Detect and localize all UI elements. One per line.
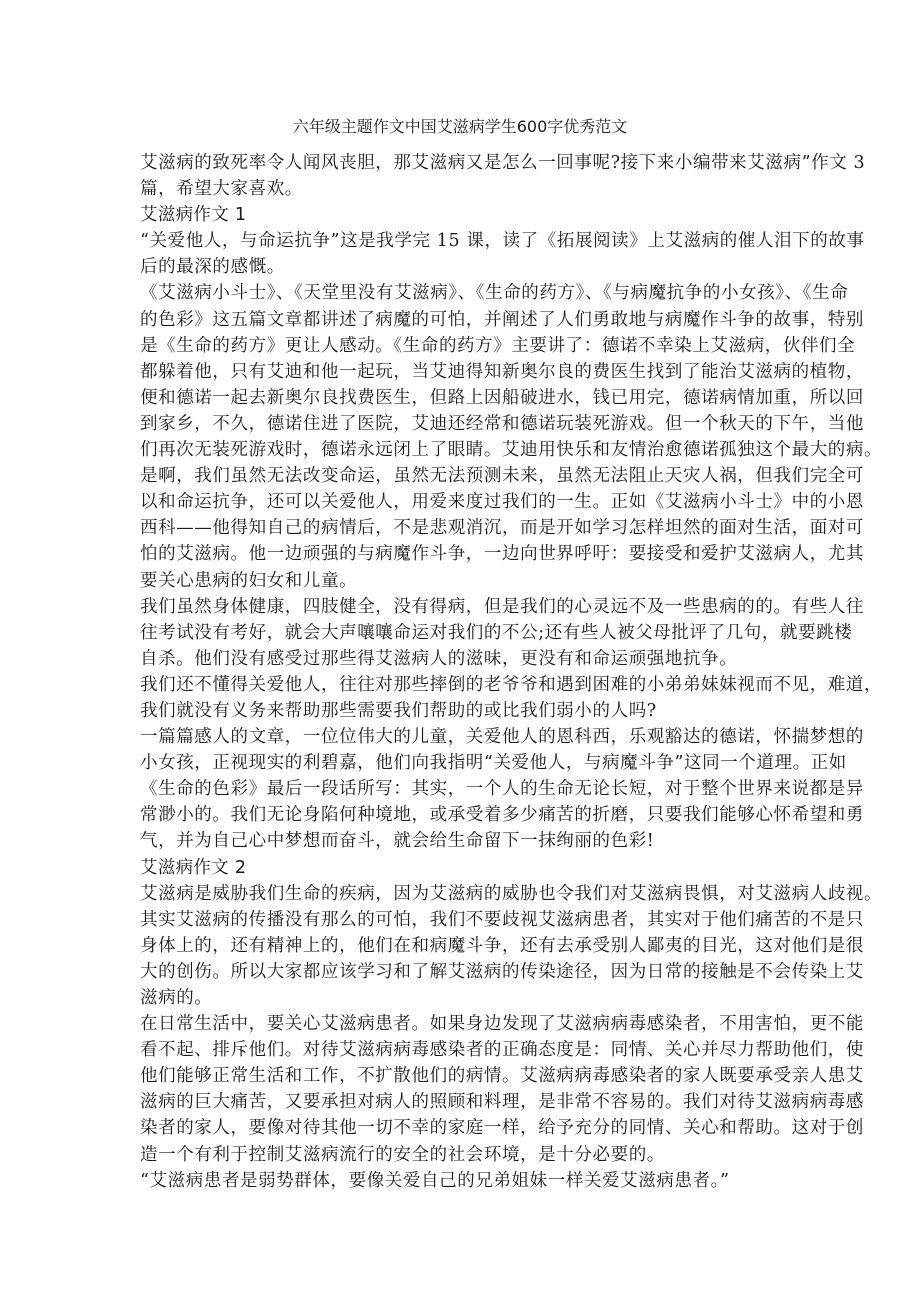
paragraph-line: 造一个有利于控制艾滋病流行的安全的社会环境，是十分必要的。 bbox=[140, 1144, 665, 1165]
paragraph-line: 气，并为自己心中梦想而奋斗，就会给生命留下一抹绚丽的色彩! bbox=[140, 831, 655, 852]
paragraph-line: 要关心患病的妇女和儿童。 bbox=[140, 570, 358, 591]
paragraph-line: 往考试没有考好，就会大声嚷嚷命运对我们的不公;还有些人被父母批评了几句，就要跳楼 bbox=[140, 622, 853, 643]
paragraph-line: 小女孩，正视现实的利碧嘉，他们向我指明“关爱他人，与病魔斗争”这同一个道理。正如 bbox=[140, 753, 847, 774]
paragraph-line: 他们能够正常生活和工作，不扩散他们的病情。艾滋病病毒感染者的家人既要承受亲人患艾 bbox=[140, 1066, 864, 1087]
intro-line: 篇，希望大家喜欢。 bbox=[140, 179, 303, 200]
paragraph-line: 以和命运抗争，还可以关爱他人，用爱来度过我们的一生。正如《艾滋病小斗士》中的小恩 bbox=[140, 492, 864, 513]
paragraph-line: 在日常生活中，要关心艾滋病患者。如果身边发现了艾滋病病毒感染者，不用害怕，更不能 bbox=[140, 1014, 864, 1035]
paragraph-line: 我们还不懂得关爱他人，往往对那些摔倒的老爷爷和遇到困难的小弟弟妹妹视而不见，难道， bbox=[140, 674, 883, 695]
paragraph-line: 西科——他得知自己的病情后，不是悲观消沉，而是开如学习怎样坦然的面对生活，面对可 bbox=[140, 518, 864, 539]
paragraph-line: 们再次无装死游戏时，德诺永远闭上了眼睛。艾迪用快乐和友情治愈德诺孤独这个最大的病。 bbox=[140, 440, 883, 461]
paragraph-line: 滋病的巨大痛苦，又要承担对病人的照顾和料理，是非常不容易的。我们对待艾滋病病毒感 bbox=[140, 1092, 864, 1113]
intro-line: 艾滋病的致死率令人闻风丧胆，那艾滋病又是怎么一回事呢?接下来小编带来艾滋病”作文 3 bbox=[140, 153, 866, 173]
paragraph-line: 后的最深的感慨。 bbox=[140, 257, 285, 278]
paragraph-line: 到家乡，不久，德诺住进了医院，艾迪还经常和德诺玩装死游戏。但一个秋天的下午，当他 bbox=[140, 413, 864, 434]
paragraph-line: 大的创伤。所以大家都应该学习和了解艾滋病的传染途径，因为日常的接触是不会传染上艾 bbox=[140, 961, 864, 982]
closing-quote-line: “艾滋病患者是弱势群体，要像关爱自己的兄弟姐妹一样关爱艾滋病患者。” bbox=[140, 1170, 730, 1191]
paragraph-line: 看不起、排斥他们。对待艾滋病病毒感染者的正确态度是：同情、关心并尽力帮助他们，使 bbox=[140, 1040, 864, 1061]
paragraph-line: 染者的家人，要像对待其他一切不幸的家庭一样，给予充分的同情、关心和帮助。这对于创 bbox=[140, 1118, 864, 1139]
document-title: 六年级主题作文中国艾滋病学生600字优秀范文 bbox=[292, 117, 628, 136]
section-heading-essay-1: 艾滋病作文 1 bbox=[140, 205, 247, 226]
document-body bbox=[140, 150, 883, 1194]
paragraph-line: 自杀。他们没有感受过那些得艾滋病人的滋味，更没有和命运顽强地抗争。 bbox=[140, 648, 738, 669]
paragraph-line: 《生命的色彩》最后一段话所写：其实，一个人的生命无论长短，对于整个世界来说都是异 bbox=[140, 779, 864, 800]
paragraph-line: 怕的艾滋病。他一边顽强的与病魔作斗争，一边向世界呼吁：要接受和爱护艾滋病人，尤其 bbox=[140, 544, 864, 565]
paragraph-line: 我们就没有义务来帮助那些需要我们帮助的或比我们弱小的人吗? bbox=[140, 700, 657, 721]
paragraph-line: 我们虽然身体健康，四肢健全，没有得病，但是我们的心灵远不及一些患病的的。有些人往 bbox=[140, 596, 864, 617]
paragraph-line: 其实艾滋病的传播没有那么的可怕，我们不要歧视艾滋病患者，其实对于他们痛苦的不是只 bbox=[140, 909, 864, 930]
paragraph-line: 滋病的。 bbox=[140, 988, 213, 1008]
section-heading-essay-2: 艾滋病作文 2 bbox=[140, 857, 247, 878]
paragraph-line: 身体上的，还有精神上的，他们在和病魔斗争，还有去承受别人鄙夷的目光，这对他们是很 bbox=[140, 935, 864, 956]
paragraph-line: 常渺小的。我们无论身陷何种境地，或承受着多少痛苦的折磨，只要我们能够心怀希望和勇 bbox=[140, 805, 864, 826]
paragraph-line: 都躲着他，只有艾迪和他一起玩，当艾迪得知新奥尔良的费医生找到了能治艾滋病的植物， bbox=[140, 361, 864, 382]
paragraph-line: “关爱他人，与命运抗争”这是我学完 15 课，读了《拓展阅读》上艾滋病的催人泪下的故事 bbox=[140, 231, 865, 252]
paragraph-line: 是啊，我们虽然无法改变命运，虽然无法预测未来，虽然无法阻止天灾人祸，但我们完全可 bbox=[140, 466, 864, 487]
paragraph-line: 是《生命的药方》更让人感动。《生命的药方》主要讲了：德诺不幸染上艾滋病，伙伴们全 bbox=[140, 335, 856, 356]
paragraph-line: 艾滋病是威胁我们生命的疾病，因为艾滋病的威胁也令我们对艾滋病畏惧，对艾滋病人歧视。 bbox=[140, 883, 883, 904]
paragraph-line: 便和德诺一起去新奥尔良找费医生，但路上因船破进水，钱已用完，德诺病情加重，所以回 bbox=[140, 387, 864, 408]
paragraph-line: 的色彩》这五篇文章都讲述了病魔的可怕，并阐述了人们勇敢地与病魔作斗争的故事，特别 bbox=[140, 309, 864, 330]
paragraph-line: 《艾滋病小斗士》、《天堂里没有艾滋病》、《生命的药方》、《与病魔抗争的小女孩》、《生命 bbox=[140, 283, 849, 304]
paragraph-line: 一篇篇感人的文章，一位位伟大的儿童，关爱他人的恩科西，乐观豁达的德诺，怀揣梦想的 bbox=[140, 727, 864, 748]
